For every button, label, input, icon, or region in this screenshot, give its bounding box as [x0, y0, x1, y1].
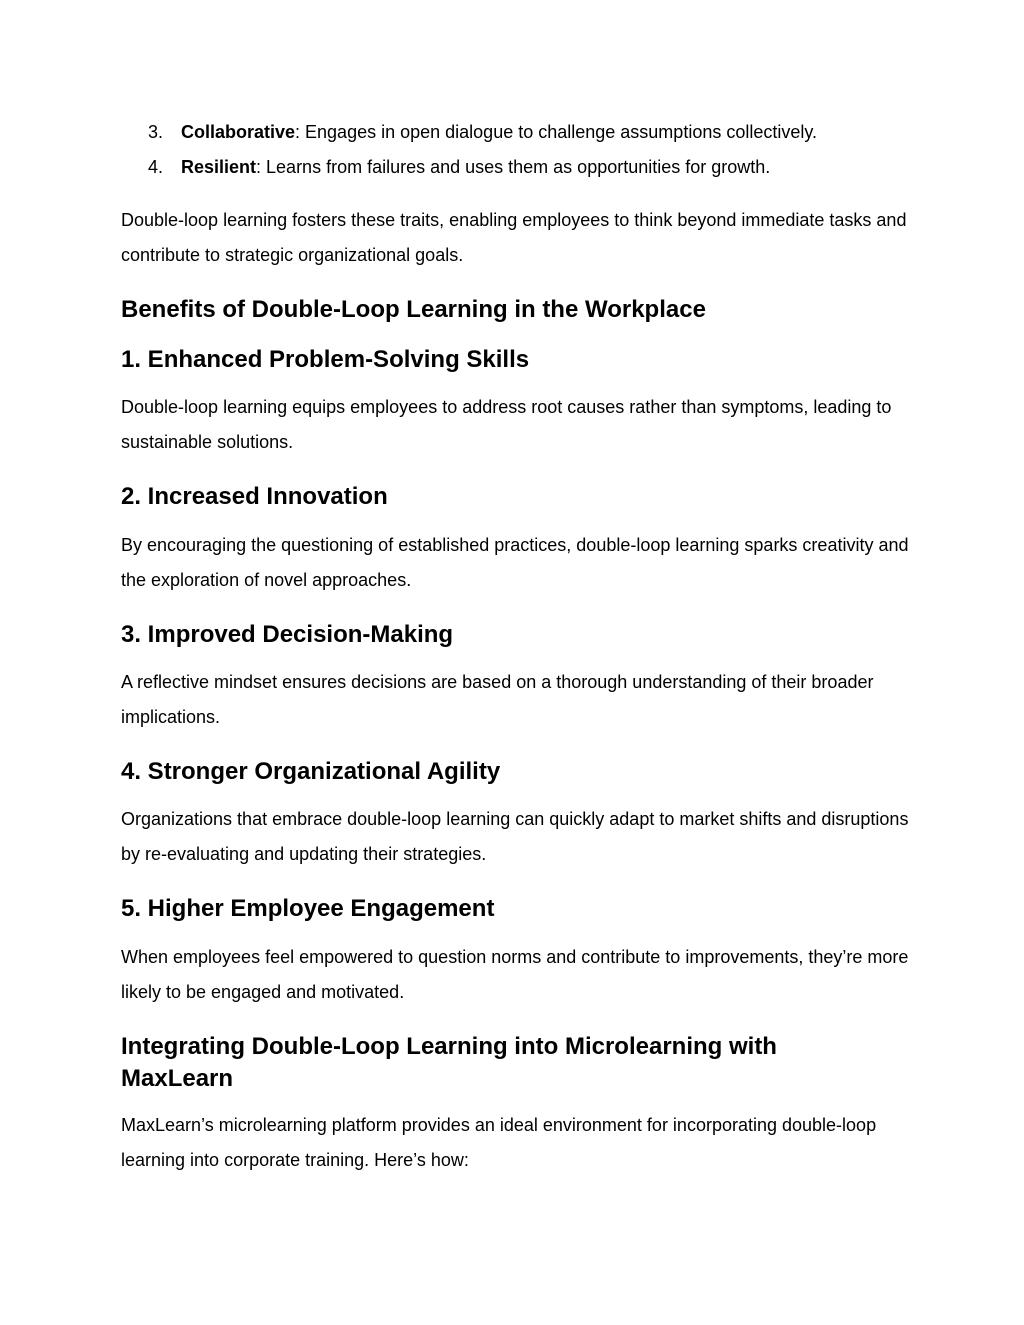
traits-list	[148, 119, 948, 189]
integration-text: MaxLearn’s microlearning platform provides an ideal environment for incorporating double-loop learning into corporate training. Here’s how:	[121, 1115, 877, 1170]
list-text: : Engages in open dialogue to challenge assumptions collectively.	[295, 122, 818, 142]
benefit-text: A reflective mindset ensures decisions are based on a thorough understanding of their broader implications.	[121, 672, 874, 727]
benefits-heading: Benefits of Double-Loop Learning in the Workplace	[121, 296, 706, 323]
list-number: 3.	[148, 122, 164, 142]
benefit-text: Organizations that embrace double-loop learning can quickly adapt to market shifts and disruptions by re-evaluating and updating their strategies.	[121, 809, 909, 864]
benefit-title: 5. Higher Employee Engagement	[121, 895, 495, 922]
benefit-text: When employees feel empowered to question norms and contribute to improvements, they’re more likely to be engaged and motivated.	[121, 947, 909, 1002]
list-number: 4.	[148, 157, 164, 177]
list-item	[148, 119, 948, 154]
list-term: Collaborative	[181, 122, 296, 142]
intro-paragraph: Double-loop learning fosters these traits, enabling employees to think beyond immediate tasks and contribute to strategic organizational goals.	[121, 210, 907, 265]
benefit-text: Double-loop learning equips employees to address root causes rather than symptoms, leading to sustainable solutions.	[121, 397, 892, 452]
list-text: : Learns from failures and uses them as opportunities for growth.	[256, 157, 771, 177]
integration-heading: Integrating Double-Loop Learning into Microlearning with MaxLearn	[121, 1033, 777, 1092]
list-item	[148, 154, 948, 189]
benefit-title: 2. Increased Innovation	[121, 483, 388, 510]
benefit-title: 1. Enhanced Problem-Solving Skills	[121, 346, 530, 373]
benefit-title: 4. Stronger Organizational Agility	[121, 758, 501, 785]
benefit-text: By encouraging the questioning of established practices, double-loop learning sparks creativity and the exploration of novel approaches.	[121, 535, 909, 590]
benefit-title: 3. Improved Decision-Making	[121, 621, 454, 648]
list-term: Resilient	[181, 157, 257, 177]
